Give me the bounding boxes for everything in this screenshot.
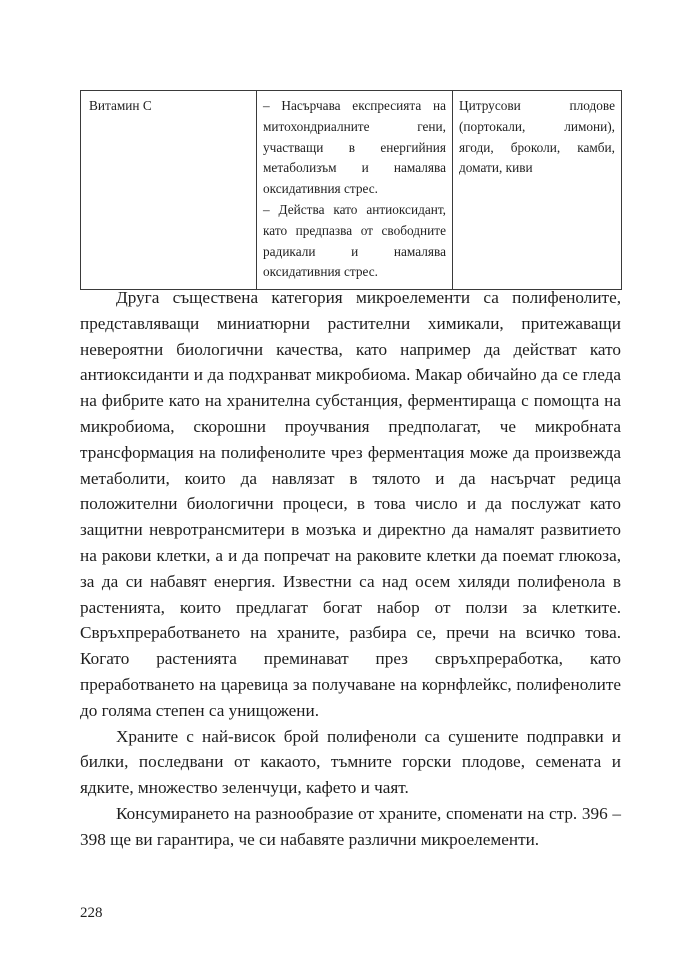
nutrient-functions-cell xyxy=(257,91,453,290)
nutrient-name: Витамин С xyxy=(89,98,152,113)
nutrient-table xyxy=(80,90,622,290)
paragraph: Храните с най-висок брой полифеноли са сушените подправки и билки, последвани от какаото, тъмните горски плодове, семената и ядките, множество зеленчуци, кафето и чаят. xyxy=(80,726,621,798)
function-item: – Насърчава експресията на митохондриалните гени, участващи в енергийния метаболизъм и намалява оксидативния стрес. xyxy=(263,98,446,197)
nutrient-sources-cell xyxy=(453,91,622,290)
nutrient-name-cell xyxy=(81,91,257,290)
paragraph: Друга съществена категория микроелементи са полифенолите, представляващи миниатюрни растителни химикали, притежаващи невероятни биологични качества, като например да действат като антиоксиданти и да подхранват микробиома. Макар обичайно да се гледа на фибрите като на хранителна субстанция, ферментираща с помощта на микробиома, скорошни проучвания предполагат, че микробната трансформация на полифенолите чрез ферментация може да произвежда метаболити, които да навлязат в тялото и да насърчат редица положителни биологични процеси, в това число и да послужат като защитни невротрансмитери в мозъка и директно да намалят развитието на ракови клетки, а и да попречат на раковите клетки да поемат глюкоза, за да си набавят енергия. Известни са над осем хиляди полифенола в растенията, които предлагат богат набор от ползи за клетките. Свръхпреработването на храните, разбира се, пречи на всичко това. Когато растенията преминават през свръхпреработка, като преработването на царевица за получаване на корнфлейкс, полифенолите до голяма степен са унищожени. xyxy=(80,288,621,720)
table-row xyxy=(81,91,622,290)
body-text xyxy=(80,285,621,853)
paragraph: Консумирането на разнообразие от храните, споменати на стр. 396 – 398 ще ви гарантира, че си набавяте различни микроелементи. xyxy=(80,803,621,849)
nutrient-sources: Цитрусови плодове (портокали, лимони), ягоди, броколи, камби, домати, киви xyxy=(459,98,615,176)
function-item: – Действа като антиоксидант, като предпазва от свободните радикали и намалява оксидативния стрес. xyxy=(263,201,446,280)
page-number: 228 xyxy=(80,905,103,921)
